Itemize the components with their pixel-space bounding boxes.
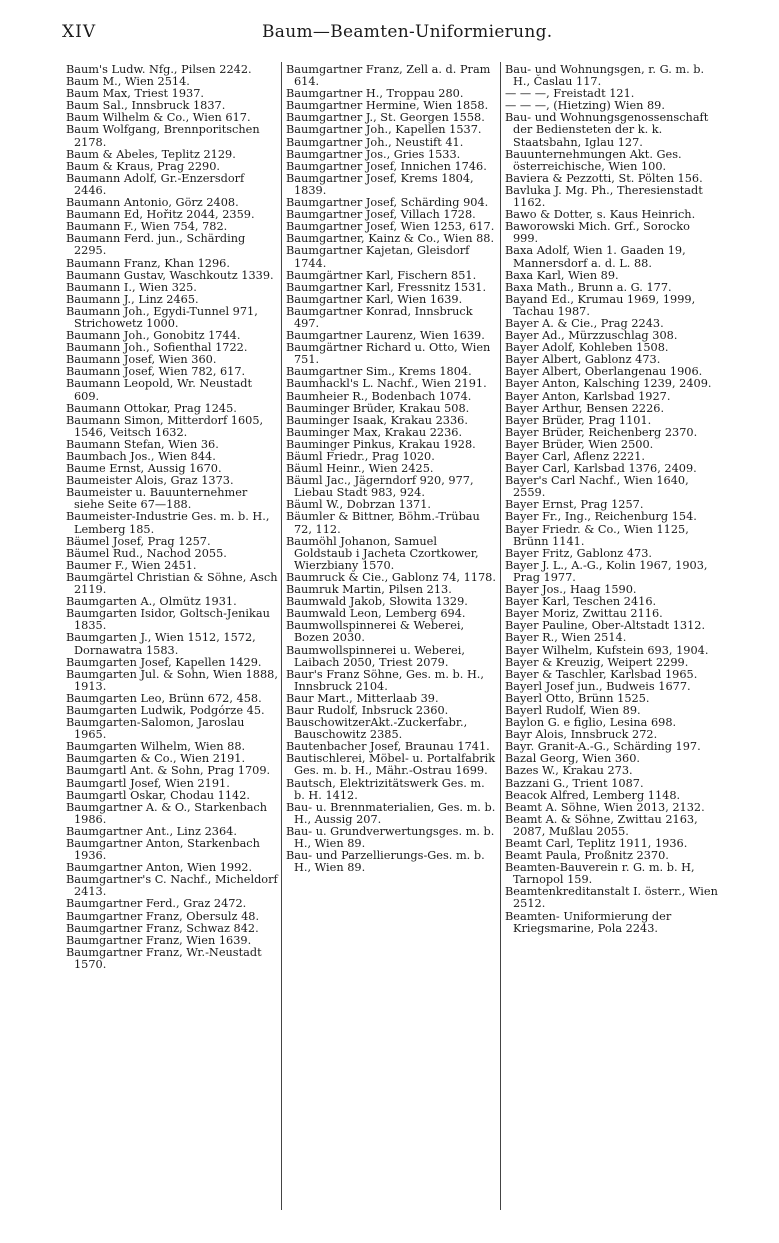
directory-entry: Baumann Franz, Khan 1296. (66, 256, 230, 270)
directory-entry: Baumgartner Ferd., Graz 2472. (66, 897, 247, 911)
directory-entry: Baumgartner, Kainz & Co., Wien 88. (286, 232, 495, 246)
directory-entry: Baumgarten Wilhelm, Wien 88. (66, 740, 246, 754)
column-divider (281, 62, 282, 1210)
directory-entry: Bayer Moriz, Zwittau 2116. (505, 607, 663, 621)
directory-entry: Beamten- Uniformierung der Kriegsmarine, Pola 2243. (505, 909, 672, 935)
directory-entry: Baumgartner Sim., Krems 1804. (286, 365, 472, 379)
directory-entry: Bayer Friedr. & Co., Wien 1125, Brünn 1141. (505, 522, 689, 548)
directory-entry: Bayer's Carl Nachf., Wien 1640, 2559. (505, 474, 689, 500)
directory-entry: Bäuml Jac., Jägerndorf 920, 977, Liebau Stadt 983, 924. (286, 474, 474, 500)
directory-entry: Baumgartner A. & O., Starkenbach 1986. (66, 800, 268, 826)
directory-entry: Baumann Ed, Hořitz 2044, 2359. (66, 208, 255, 222)
directory-entry: Baumgartner Laurenz, Wien 1639. (286, 329, 485, 343)
directory-column-1 (66, 64, 279, 971)
directory-entry: Bauunternehmungen Akt. Ges. österreichische, Wien 100. (505, 147, 682, 173)
directory-entry: Bäuml Friedr., Prag 1020. (286, 450, 435, 463)
directory-entry: Baur Rudolf, Inbsruck 2360. (286, 703, 449, 717)
directory-entry: Baumruck & Cie., Gablonz 74, 1178. (286, 570, 496, 584)
directory-entry: Bazal Georg, Wien 360. (505, 752, 640, 766)
directory-entry: Baumgartner Franz, Zell a. d. Pram 614. (286, 63, 491, 89)
directory-entry: Beamtenkreditanstalt I. österr., Wien 2512. (505, 885, 718, 911)
directory-entry: Baumgartner Joh., Neustift 41. (286, 135, 464, 149)
directory-entry: Baum Max, Triest 1937. (66, 87, 204, 101)
directory-entry: Beamt Paula, Proßnitz 2370. (505, 849, 669, 863)
directory-entry: Bäuml Heinr., Wien 2425. (286, 462, 434, 476)
directory-entry: Bau- u. Grundverwertungsges. m. b. H., Wien 89. (286, 824, 495, 850)
directory-entry: Baworowski Mich. Grf., Sorocko 999. (505, 220, 690, 246)
directory-entry: Baumeister-Industrie Ges. m. b. H., Lemberg 185. (66, 510, 270, 536)
directory-entry: Bautsch, Elektrizitätswerk Ges. m. b. H. 1412. (286, 776, 485, 802)
directory-entry: Bauminger Max, Krakau 2236. (286, 425, 463, 439)
directory-entry: Beamt A. & Söhne, Zwittau 2163, 2087, Mußlau 2055. (505, 812, 698, 838)
directory-entry: Bawo & Dotter, s. Kaus Heinrich. (505, 208, 696, 222)
directory-entry: Bayer Pauline, Ober-Altstadt 1312. (505, 619, 706, 633)
page-header (62, 22, 722, 48)
directory-entry: Baumgarten Leo, Brünn 672, 458. (66, 691, 262, 705)
directory-entry: Baumann Leopold, Wr. Neustadt 609. (66, 377, 253, 403)
directory-entry: Baum Wolfgang, Brennporitschen 2178. (66, 123, 260, 149)
directory-entry: Baumann I., Wien 325. (66, 280, 197, 294)
directory-entry: Baylon G. e figlio, Lesina 698. (505, 716, 677, 730)
directory-entry: Baumgartner Franz, Schwaz 842. (66, 921, 259, 935)
directory-entry: Baumann Josef, Wien 782, 617. (66, 365, 246, 379)
directory-entry: Bayer Brüder, Reichenberg 2370. (505, 425, 698, 439)
directory-entry: Baumgartner Josef, Innichen 1746. (286, 159, 487, 173)
directory-entry: Bayer Arthur, Bensen 2226. (505, 401, 665, 415)
directory-entry: Baumgartner Josef, Wien 1253, 617. (286, 220, 495, 234)
directory-entry: Baumbach Jos., Wien 844. (66, 450, 216, 463)
column-divider (500, 62, 501, 1210)
directory-entry: Bayer J. L., A.-G., Kolin 1967, 1903, Prag 1977. (505, 558, 708, 584)
directory-entry: Baumann Stefan, Wien 36. (66, 437, 219, 451)
directory-entry: Baumgarten Jul. & Sohn, Wien 1888, 1913. (66, 667, 278, 693)
directory-entry: Baxa Math., Brunn a. G. 177. (505, 280, 672, 294)
directory-entry: Bäumler & Bittner, Böhm.-Trübau 72, 112. (286, 510, 480, 536)
directory-entry: Bäumel Rud., Nachod 2055. (66, 546, 227, 560)
directory-entry: Baumann Ferd. jun., Schärding 2295. (66, 232, 246, 258)
directory-entry: Baum's Ludw. Nfg., Pilsen 2242. (66, 63, 252, 76)
directory-entry: Bayer Anton, Karlsbad 1927. (505, 389, 671, 403)
directory-entry: Baumgartner Konrad, Innsbruck 497. (286, 304, 473, 330)
directory-entry: Bauminger Pinkus, Krakau 1928. (286, 437, 476, 451)
directory-entry: Bayer Jos., Haag 1590. (505, 583, 637, 597)
directory-entry: Baumann Adolf, Gr.-Enzersdorf 2446. (66, 171, 245, 197)
directory-entry: Baumgartl Oskar, Chodau 1142. (66, 788, 251, 802)
directory-entry: Baumgarten & Co., Wien 2191. (66, 752, 246, 766)
directory-entry: Baumgartl Ant. & Sohn, Prag 1709. (66, 764, 271, 778)
directory-entry: Baviera & Pezzotti, St. Pölten 156. (505, 171, 703, 185)
directory-entry: Baumann Antonio, Görz 2408. (66, 196, 239, 210)
directory-entry: Bau- u. Brennmaterialien, Ges. m. b. H., Aussig 207. (286, 800, 496, 826)
directory-entry: Bayer Ernst, Prag 1257. (505, 498, 644, 512)
directory-entry: Bayer Carl, Aflenz 2221. (505, 450, 646, 463)
directory-entry: Baumhackl's L. Nachf., Wien 2191. (286, 377, 487, 391)
directory-entry: Bauminger Brüder, Krakau 508. (286, 401, 470, 415)
directory-entry: Bayer Wilhelm, Kufstein 693, 1904. (505, 643, 709, 657)
directory-entry: Baumgartner Josef, Krems 1804, 1839. (286, 171, 474, 197)
directory-entry: Baumgartner Karl, Wien 1639. (286, 292, 463, 306)
directory-entry: Bayer Anton, Kalsching 1239, 2409. (505, 377, 712, 391)
directory-entry: Bauminger Isaak, Krakau 2336. (286, 413, 468, 427)
directory-entry: Bau- und Wohnungsgen, r. G. m. b. H., Časlau 117. (505, 63, 705, 89)
directory-entry: Baumwollspinnerei u. Weberei, Laibach 2050, Triest 2079. (286, 643, 465, 669)
directory-entry: Baumgartner H., Troppau 280. (286, 87, 464, 101)
directory-entry: Baumruk Martin, Pilsen 213. (286, 583, 452, 597)
directory-entry: — — —, Freistadt 121. (505, 87, 635, 101)
directory-entry: Baumgärtel Christian & Söhne, Asch 2119. (66, 570, 278, 597)
directory-entry: Bayer Carl, Karlsbad 1376, 2409. (505, 462, 697, 476)
directory-entry: Baumgarten Ludwik, Podgórze 45. (66, 703, 265, 717)
directory-entry: Baumwald Leon, Lemberg 694. (286, 607, 466, 621)
directory-entry: Beamt Carl, Teplitz 1911, 1936. (505, 837, 688, 850)
directory-entry: Baumöhl Johanon, Samuel Goldstaub i Jacheta Czortkower, Wierzbiany 1570. (286, 534, 479, 572)
directory-entry: Baur Mart., Mitterlaab 39. (286, 691, 439, 705)
directory-entry: Bayer Fr., Ing., Reichenburg 154. (505, 510, 697, 524)
directory-entry: Baumeister Alois, Graz 1373. (66, 474, 234, 488)
directory-entry: Baumgartner Joh., Kapellen 1537. (286, 123, 482, 137)
directory-entry: Bayr. Granit-A.-G., Schärding 197. (505, 740, 701, 754)
directory-entry: Baume Ernst, Aussig 1670. (66, 462, 222, 476)
directory-entry: Bayerl Rudolf, Wien 89. (505, 703, 641, 717)
directory-entry: Bayerl Josef jun., Budweis 1677. (505, 679, 691, 693)
directory-entry: Baum M., Wien 2514. (66, 75, 190, 89)
directory-entry: Bazes W., Krakau 273. (505, 764, 633, 778)
directory-entry: Bayr Alois, Innsbruck 272. (505, 728, 658, 742)
directory-entry: Bayer Adolf, Kohleben 1508. (505, 341, 669, 355)
directory-entry: Baumgartner J., St. Georgen 1558. (286, 111, 485, 125)
directory-entry: Bayer Albert, Oberlangenau 1906. (505, 365, 703, 379)
directory-entry: Bayer Albert, Gablonz 473. (505, 353, 661, 367)
directory-entry: Baumgarten A., Olmütz 1931. (66, 595, 237, 609)
directory-entry: Baumer F., Wien 2451. (66, 558, 197, 572)
directory-entry: Bäumel Josef, Prag 1257. (66, 534, 211, 548)
directory-entry: Baumgartner Karl, Fressnitz 1531. (286, 280, 487, 294)
directory-entry: Baumgartner Anton, Starkenbach 1936. (66, 837, 260, 863)
directory-entry: Baumgarten-Salomon, Jaroslau 1965. (66, 716, 245, 742)
directory-entry: Baum Wilhelm & Co., Wien 617. (66, 111, 251, 125)
directory-entry: Baumgarten Josef, Kapellen 1429. (66, 655, 262, 669)
directory-entry: Baumgartl Josef, Wien 2191. (66, 776, 230, 790)
directory-entry: Baumgärtner Karl, Fischern 851. (286, 268, 477, 282)
directory-entry: Baumann Joh., Sofienthal 1722. (66, 341, 248, 355)
directory-entry: Bayer Fritz, Gablonz 473. (505, 546, 652, 560)
directory-entry: Baxa Karl, Wien 89. (505, 268, 619, 282)
directory-entry: Bayer & Kreuzig, Weipert 2299. (505, 655, 689, 669)
directory-entry: Baumgartner's C. Nachf., Micheldorf 2413. (66, 873, 278, 899)
directory-entry: Baumgarten J., Wien 1512, 1572, Dornawatra 1583. (66, 631, 256, 657)
page-number: XIV (62, 22, 97, 42)
directory-entry: Bavluka J. Mg. Ph., Theresienstadt 1162. (505, 183, 703, 210)
directory-entry: Baumann J., Linz 2465. (66, 292, 199, 306)
directory-entry: Bäuml W., Dobrzan 1371. (286, 498, 432, 512)
directory-entry: Baumgartner Josef, Schärding 904. (286, 196, 489, 210)
directory-entry: Baumwollspinnerei & Weberei, Bozen 2030. (286, 619, 465, 645)
directory-entry: — — —, (Hietzing) Wien 89. (505, 99, 665, 113)
directory-entry: Bayand Ed., Krumau 1969, 1999, Tachau 1987. (505, 292, 696, 318)
directory-entry: Baum & Abeles, Teplitz 2129. (66, 147, 236, 161)
directory-entry: Baxa Adolf, Wien 1. Gaaden 19, Mannersdorf a. d. L. 88. (505, 244, 686, 270)
directory-entry: Bayer R., Wien 2514. (505, 631, 627, 645)
directory-entry: Bautischlerei, Möbel- u. Portalfabrik Ges. m. b. H., Mähr.-Ostrau 1699. (286, 752, 496, 778)
directory-entry: Beamten-Bauverein r. G. m. b. H, Tarnopol 159. (505, 861, 695, 887)
directory-entry: Baumann Gustav, Waschkoutz 1339. (66, 268, 274, 282)
directory-entry: Bayer Brüder, Wien 2500. (505, 437, 654, 451)
directory-entry: Baumann Joh., Gonobitz 1744. (66, 329, 241, 343)
directory-entry: Baumeister u. Bauunternehmer siehe Seite 67—188. (66, 486, 248, 512)
directory-entry: Baumgartner Franz, Obersulz 48. (66, 909, 260, 923)
directory-entry: Bayer A. & Cie., Prag 2243. (505, 316, 664, 330)
directory-entry: Baumgartner Franz, Wr.-Neustadt 1570. (66, 945, 262, 971)
directory-column-3 (505, 64, 718, 935)
directory-entry: Bayer Brüder, Prag 1101. (505, 413, 652, 427)
directory-entry: Baum & Kraus, Prag 2290. (66, 159, 220, 173)
directory-entry: Bautenbacher Josef, Braunau 1741. (286, 740, 490, 754)
directory-entry: Baumgartner Jos., Gries 1533. (286, 147, 461, 161)
directory-entry: Baur's Franz Söhne, Ges. m. b. H., Innsbruck 2104. (286, 667, 484, 693)
directory-entry: Beacok Alfred, Lemberg 1148. (505, 788, 681, 802)
directory-entry: Baumgartner Franz, Wien 1639. (66, 933, 252, 947)
directory-entry: Baumgartner Josef, Villach 1728. (286, 208, 476, 222)
directory-entry: Bazzani G., Trient 1087. (505, 776, 644, 790)
directory-column-2 (286, 64, 497, 874)
directory-entry: Bayer Karl, Teschen 2416. (505, 595, 657, 609)
directory-entry: Baumann Simon, Mitterdorf 1605, 1546, Veitsch 1632. (66, 413, 264, 439)
directory-entry: Baum Sal., Innsbruck 1837. (66, 99, 226, 113)
directory-entry: Bayerl Otto, Brünn 1525. (505, 691, 650, 705)
directory-entry: Baumann Ottokar, Prag 1245. (66, 401, 237, 415)
directory-entry: Baumheier R., Bodenbach 1074. (286, 389, 472, 403)
directory-entry: Baumgarten Isidor, Goltsch-Jenikau 1835. (66, 607, 270, 633)
directory-entry: Baumgartner Kajetan, Gleisdorf 1744. (286, 244, 470, 270)
directory-entry: BauschowitzerAkt.-Zuckerfabr., Bauschowitz 2385. (286, 716, 468, 742)
directory-entry: Bayer & Taschler, Karlsbad 1965. (505, 667, 698, 681)
directory-entry: Baumgärtner Richard u. Otto, Wien 751. (286, 341, 491, 367)
directory-entry: Baumann Joh., Egydi-Tunnel 971, Strichowetz 1000. (66, 304, 258, 330)
running-title: Baum—Beamten-Uniformierung. (262, 22, 553, 42)
directory-entry: Baumgartner Anton, Wien 1992. (66, 861, 253, 875)
directory-entry: Beamt A. Söhne, Wien 2013, 2132. (505, 800, 705, 814)
directory-entry: Bau- und Parzellierungs-Ges. m. b. H., Wien 89. (286, 849, 485, 875)
directory-entry: Bau- und Wohnungsgenossenschaft der Bediensteten der k. k. Staatsbahn, Iglau 127. (505, 111, 709, 149)
directory-entry: Baumann Josef, Wien 360. (66, 353, 217, 367)
directory-entry: Bayer Ad., Mürzzuschlag 308. (505, 329, 678, 343)
directory-entry: Baumgartner Hermine, Wien 1858. (286, 99, 489, 113)
directory-entry: Baumgartner Ant., Linz 2364. (66, 824, 237, 838)
directory-entry: Baumwald Jakob, Słowita 1329. (286, 595, 468, 609)
directory-entry: Baumann F., Wien 754, 782. (66, 220, 228, 234)
